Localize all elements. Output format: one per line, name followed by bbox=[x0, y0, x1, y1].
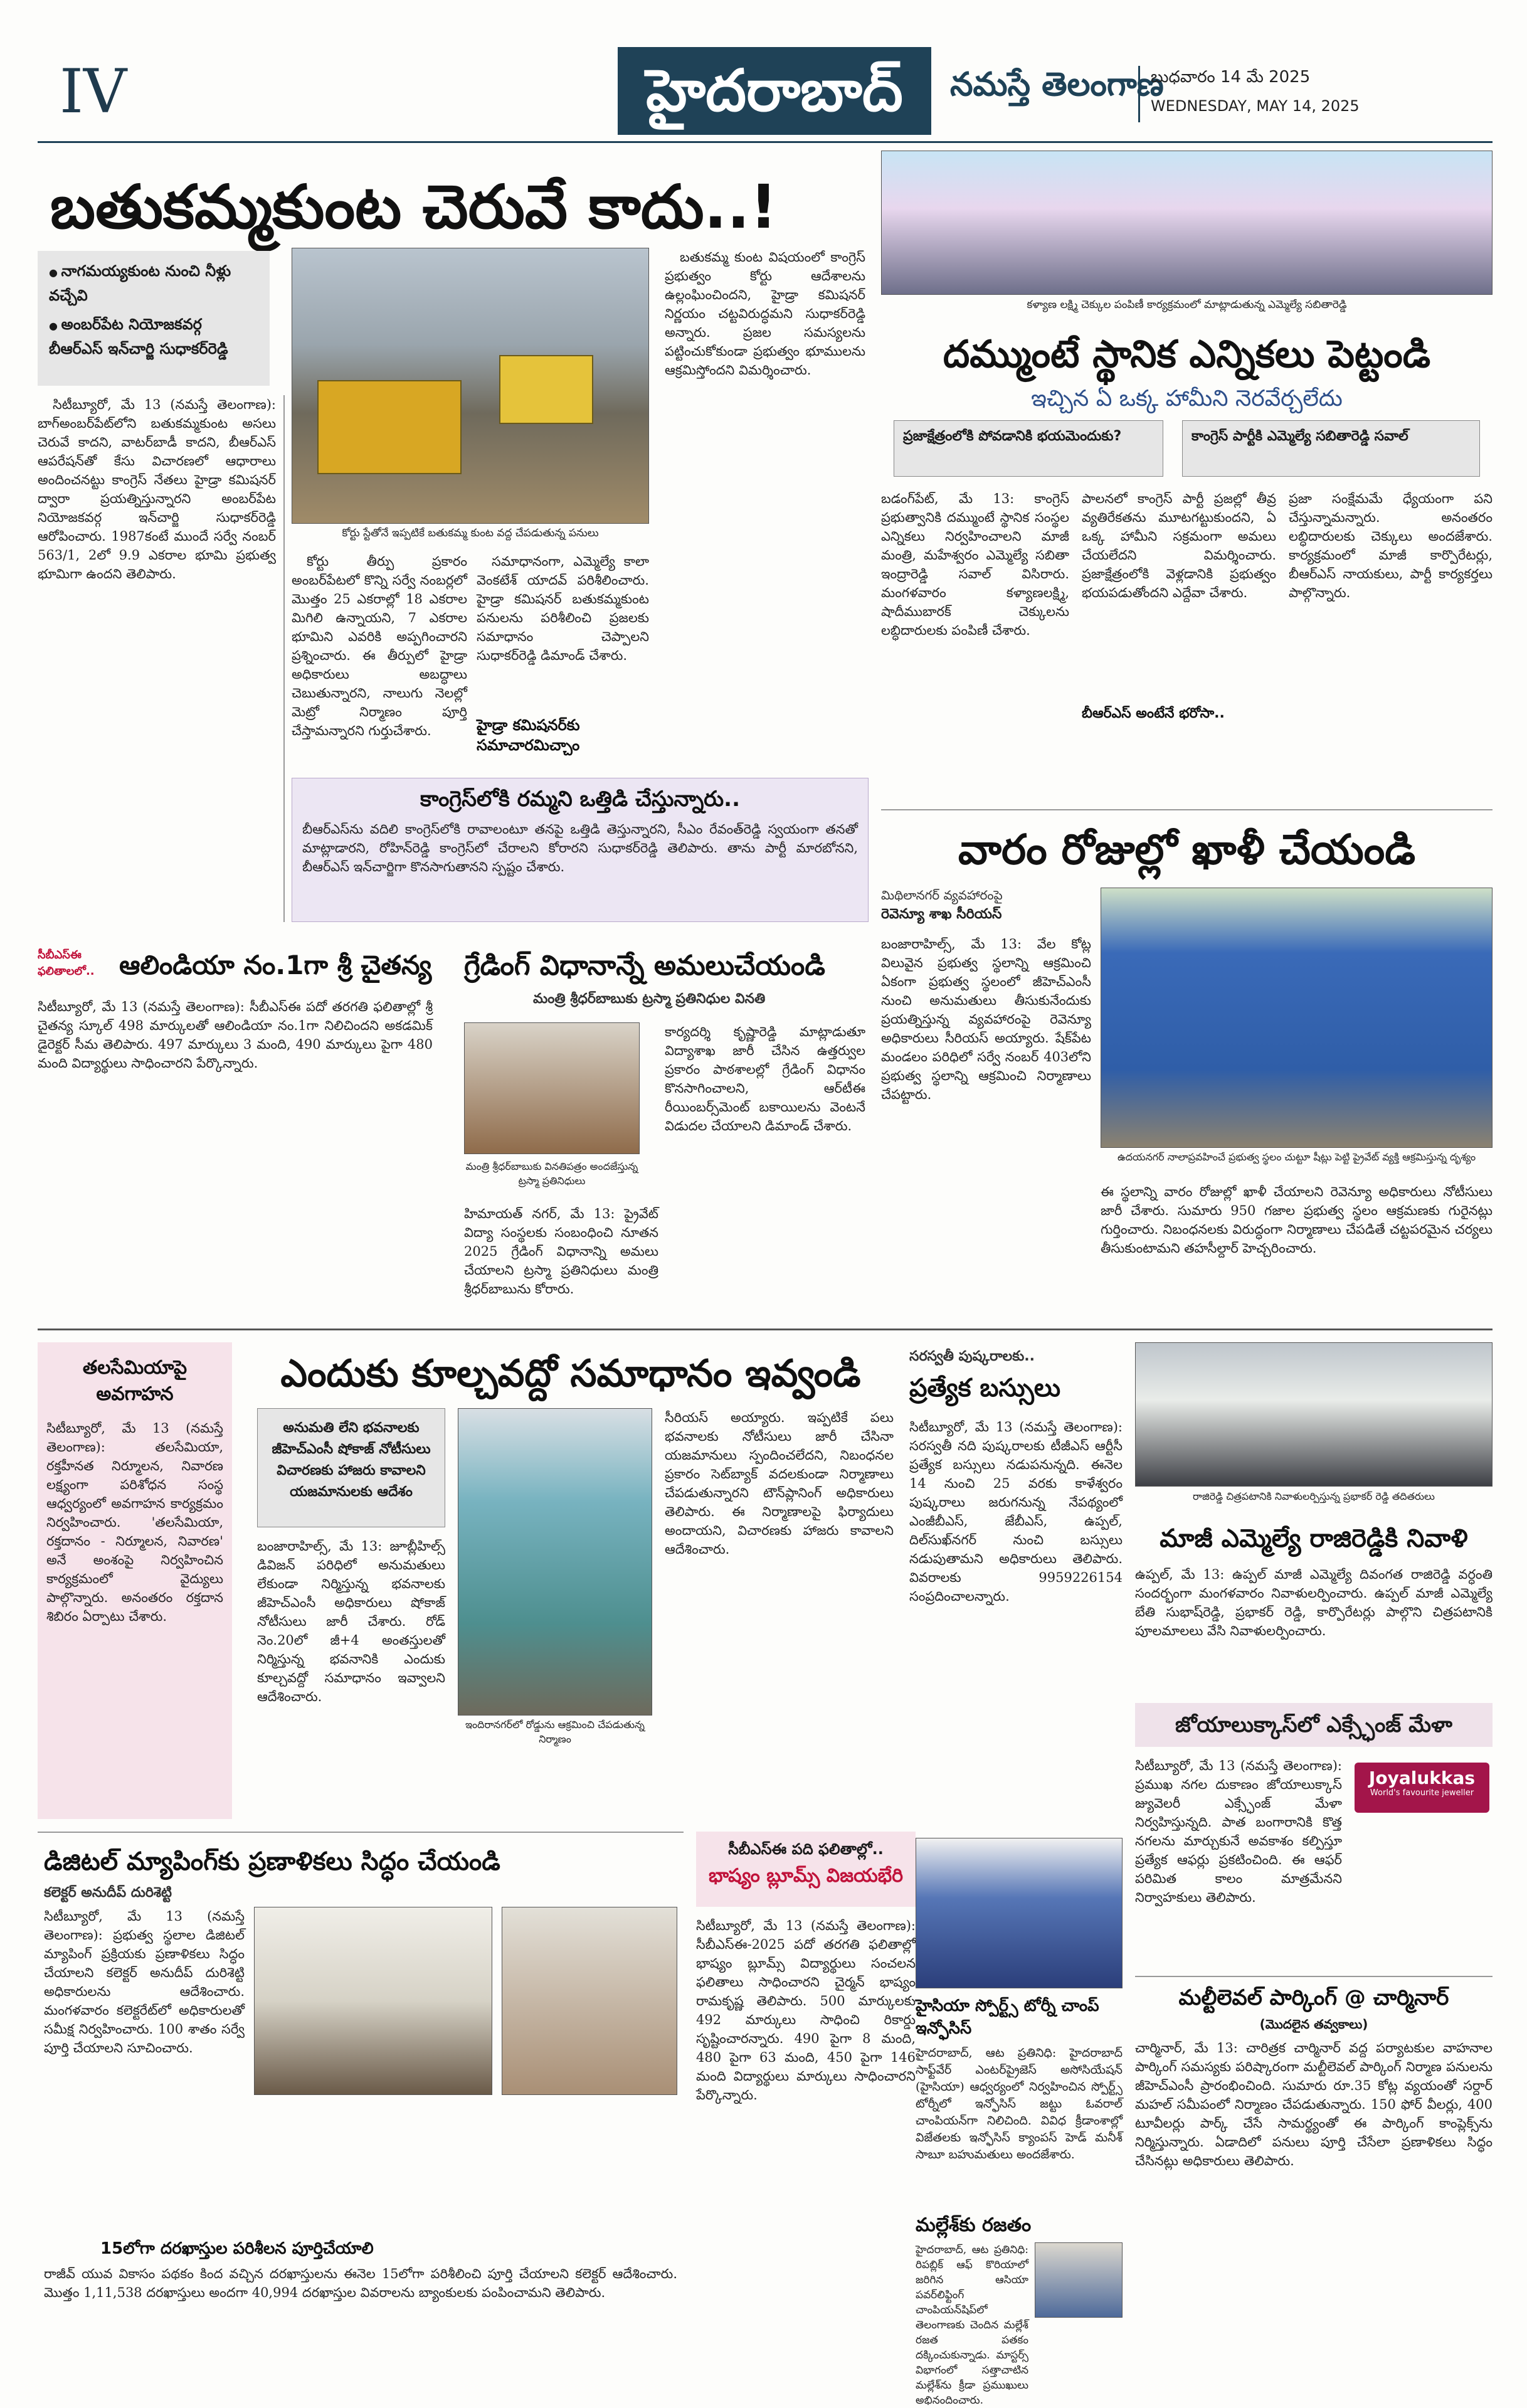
parking-rule bbox=[1135, 1976, 1493, 1977]
rajireddy-headline: మాజీ ఎమ్మెల్యే రాజిరెడ్డికి నివాళి bbox=[1160, 1524, 1468, 1553]
digital-photo bbox=[254, 1907, 492, 2095]
demolish-box-text: అనుమతి లేని భవనాలకు జీహెచ్‌ఎంసీ షోకాజ్ నోటీసులు విచారణకు హాజరు కావాలని యజమానులకు ఆదేశం bbox=[272, 1420, 431, 1500]
joyalukkas-tagline: World's favourite jeweller bbox=[1370, 1788, 1474, 1798]
paper-name: నమస్తే తెలంగాణ bbox=[950, 66, 1164, 103]
section-divider bbox=[38, 1329, 1493, 1330]
joyalukkas-banner bbox=[1135, 1703, 1493, 1747]
lead-col-2-text: కోర్టు తీర్పు ప్రకారం అంబర్‌పేటలో కొన్ని సర్వే నంబర్లలో మొత్తం 25 ఎకరాల్లో 18 ఎకరాల మిగిలి ఉన్నాయని, 7 ఎకరాల భూమిని ఎవరికి అప్పగించారని ప్రశ్నించారు. ఈ తీర్పులో హైడ్రా అధికారులు అబద్ధాలు చెబుతున్నారని, నాలుగు నెలల్లో మెట్రో నిర్మాణం పూర్తి చేస్తామన్నారని గుర్తుచేశారు. bbox=[292, 554, 467, 738]
vacate-story bbox=[881, 809, 1493, 1311]
sabitha-col-2: పాలనలో కాంగ్రెస్ పార్టీ ప్రజల్లో తీవ్ర వ్యతిరేకతను మూటగట్టుకుందని, ఏ ఒక్క హామీని సక్రమంగా అమలు చేయలేదని విమర్శించారు. ప్రజాక్షేత్రంలోకి వెళ్లడానికి ప్రభుత్వం భయపడుతోందని ఎద్దేవా చేశారు. bbox=[1082, 491, 1276, 600]
sabitha-sub: ఇచ్చిన ఏ ఒక్క హామీని నెరవేర్చలేదు bbox=[1031, 386, 1343, 411]
grading-text-1: హిమాయత్ నగర్, మే 13: ప్రైవేట్ విద్యా సంస్థలకు సంబంధించి నూతన 2025 గ్రేడింగ్ విధానాన్ని అమలు చేయాలని ట్రస్మా ప్రతినిధులు మంత్రి శ్రీధర్‌బాబును కోరారు. bbox=[464, 1206, 658, 1297]
vacate-headline: వారం రోజుల్లో ఖాళీ చేయండి bbox=[958, 825, 1416, 874]
page-number: IV bbox=[60, 56, 127, 127]
digital-headline: డిజిటల్ మ్యాపింగ్‌కు ప్రణాళికలు సిద్ధం చేయండి bbox=[44, 1847, 500, 1876]
rajireddy-photo-caption: రాజిరెడ్డి చిత్రపటానికి నివాళులర్పిస్తున్న ప్రభాకర్ రెడ్డి తదితరులు bbox=[1193, 1490, 1435, 1502]
lead-headline: బతుకమ్మకుంట చెరువే కాదు..! bbox=[50, 172, 778, 242]
congress-box-title: కాంగ్రెస్‌లోకి రమ్మని ఒత్తిడి చేస్తున్నారు.. bbox=[420, 787, 741, 812]
bhashyam-kicker: సీబీఎస్‌ఈ పది ఫలితాల్లో.. bbox=[728, 1840, 884, 1858]
digital-subhead: 15లోగా దరఖాస్తుల పరిశీలన పూర్తిచేయాలి bbox=[100, 2239, 374, 2258]
thalassemia-text: సిటీబ్యూరో, మే 13 (నమస్తే తెలంగాణ): తలసేమియా, రక్తహీనత నిర్మూలన, నివారణ లక్ష్యంగా పరిశోధన సంస్థ ఆధ్వర్యంలో అవగాహన కార్యక్రమం నిర్వహించారు. 'తలసేమియా, రక్తదానం - నిర్మూలన, నివారణ' అనే అంశంపై నిర్వహించిన కార్యక్రమంలో వైద్యులు పాల్గొన్నారు. అనంతరం రక్తదాన శిబిరం ఏర్పాటు చేశారు. bbox=[46, 1421, 223, 1624]
grading-photo bbox=[464, 1022, 640, 1154]
lead-bullets bbox=[38, 251, 270, 386]
grading-sub: మంత్రి శ్రీధర్‌బాబుకు ట్రస్మా ప్రతినిధుల వినతి bbox=[533, 991, 766, 1007]
date-en: WEDNESDAY, MAY 14, 2025 bbox=[1151, 97, 1360, 115]
digital-story bbox=[38, 1832, 684, 2321]
parking-text: చార్మినార్, మే 13: చారిత్రక చార్మినార్ వద్ద పర్యాటకుల వాహనాల పార్కింగ్ సమస్యకు పరిష్కారంగా మల్టీలెవల్ పార్కింగ్ నిర్మాణ పనులను జీహెచ్‌ఎంసీ ప్రారంభించింది. సుమారు రూ.35 కోట్ల వ్యయంతో సర్దార్ మహల్ సమీపంలో నిర్మాణం చేపడుతున్నారు. 150 ఫోర్ వీలర్లు, 400 టూవీలర్లు పార్క్ చేసే సామర్థ్యంతో ఈ పార్కింగ్ కాంప్లెక్స్‌ను నిర్మిస్తున్నారు. ఏడాదిలో పనులు పూర్తి చేసేలా ప్రణాళికలు సిద్ధం చేసినట్లు అధికారులు తెలిపారు. bbox=[1135, 2040, 1493, 2168]
demolish-photo bbox=[458, 1408, 652, 1716]
buses-story bbox=[909, 1342, 1123, 1819]
digital-sub: కలెక్టర్ అనుదీప్ దురిశెట్టి bbox=[44, 1885, 172, 1901]
lead-col-2 bbox=[292, 552, 467, 759]
lead-bullet-2: ● అంబర్‌పేట నియోజకవర్గ బీఆర్‌ఎస్ ఇన్‌చార్జి సుధాకర్‌రెడ్డి bbox=[49, 313, 258, 360]
lead-col-4 bbox=[665, 248, 865, 762]
congress-box-text: బీఆర్‌ఎస్‌ను వదిలి కాంగ్రెస్‌లోకి రావాలంటూ తనపై ఒత్తిడి తెస్తున్నారని, సీఎం రేవంత్‌రెడ్డి స్వయంగా తనతో మాట్లాడారని, రోహిన్‌రెడ్డి కాంగ్రెస్‌లో చేరాలని కోరారని సుధాకర్‌రెడ్డి తెలిపారు. తాను పార్టీ మారబోనని, బీఆర్‌ఎస్ ఇన్‌చార్జిగా కొనసాగుతానని స్పష్టం చేశారు. bbox=[302, 822, 858, 874]
lead-divider-1 bbox=[283, 395, 285, 922]
parking-story bbox=[1135, 1976, 1493, 2321]
vacate-byline: రెవెన్యూ శాఖ సీరియస్ bbox=[881, 906, 1002, 922]
joyalukkas-logo-text: Joyalukkas bbox=[1368, 1768, 1476, 1788]
digital-rule bbox=[38, 1832, 684, 1833]
vacate-col-1: బంజారాహిల్స్, మే 13: వేల కోట్ల విలువైన ప్రభుత్వ స్థలాన్ని ఆక్రమించి ఏకంగా ప్రభుత్వ స్థలంలో జీహెచ్‌ఎంసీ నుంచి అనుమతులు తీసుకునేందుకు ప్రయత్నిస్తున్న వ్యవహారంపై రెవెన్యూ అధికారులు సీరియస్ అయ్యారు. షేక్‌పేట మండలం పరిధిలో సర్వే నంబర్ 403లోని ప్రభుత్వ స్థలాన్ని ఆక్రమించి నిర్మాణాలు చేపట్టారు. bbox=[881, 936, 1091, 1102]
sabitha-photo bbox=[881, 151, 1493, 295]
lead-bullet-1: ● నాగమయ్యకుంట నుంచి నీళ్లు వచ్చేవి bbox=[49, 260, 258, 307]
hydra-subhead: హైడ్రా కమిషనర్‌కు సమాచారమిచ్చాం bbox=[477, 716, 580, 754]
sabitha-col-1: బడంగ్‌పేట్, మే 13: కాంగ్రెస్ ప్రభుత్వానికి దమ్ముంటే స్థానిక సంస్థల ఎన్నికలు నిర్వహించాలని మాజీ మంత్రి, మహేశ్వరం ఎమ్మెల్యే సబితా ఇంద్రారెడ్డి సవాల్ విసిరారు. మంగళవారం కళ్యాణలక్ష్మి, షాదీముబారక్ చెక్కులను లబ్ధిదారులకు పంపిణీ చేశారు. bbox=[881, 491, 1069, 638]
chaitanya-tag: సీబీఎస్ఈ ఫలితాలలో.. bbox=[38, 948, 95, 978]
joyalukkas-story bbox=[1135, 1703, 1493, 1966]
thalassemia-headline: తలసేమియాపై అవగాహన bbox=[82, 1357, 188, 1405]
grading-text-2: కార్యదర్శి కృష్ణారెడ్డి మాట్లాడుతూ విద్యాశాఖ జారీ చేసిన ఉత్తర్వుల ప్రకారం పాఠశాలల్లో గ్రేడింగ్ విధానం కొనసాగించాలని, ఆర్‌టీఈ రీయింబర్స్‌మెంట్ బకాయిలను వెంటనే విడుదల చేయాలని డిమాండ్ చేశారు. bbox=[665, 1024, 865, 1133]
sabitha-box-2-text: కాంగ్రెస్ పార్టీకి ఎమ్మెల్యే సబితారెడ్డి సవాల్ bbox=[1191, 428, 1408, 444]
bhashyam-head-box bbox=[696, 1832, 916, 1907]
bhashyam-text: సిటీబ్యూరో, మే 13 (నమస్తే తెలంగాణ): సీబీఎస్‌ఈ-2025 పదో తరగతి ఫలితాల్లో భాష్యం బ్లూమ్స్ విద్యార్థులు సంచలన ఫలితాలు సాధించారని చైర్మన్ భాష్యం రామకృష్ణ తెలిపారు. 500 మార్కులకు 492 మార్కులు సాధించి రికార్డు సృష్టించారన్నారు. 490 పైగా 8 మంది, 480 పైగా 63 మంది, 450 పైగా 146 మంది విద్యార్థులు మార్కులు సాధించారని పేర్కొన్నారు. bbox=[696, 1918, 916, 2103]
chaitanya-headline: ఆలిండియా నం.1గా శ్రీ చైతన్య bbox=[119, 950, 432, 980]
digital-text-2: రాజీవ్ యువ వికాసం పథకం కింద వచ్చిన దరఖాస్తులను ఈనెల 15లోగా పరిశీలించి పూర్తి చేయాలని కలెక్టర్ ఆదేశించారు. మొత్తం 1,11,538 దరఖాస్తులు అందగా 40,994 దరఖాస్తుల వివరాలను బ్యాంకులకు పంపించామని తెలిపారు. bbox=[44, 2266, 677, 2300]
vacate-kicker: మిథిలానగర్ వ్యవహారంపై bbox=[881, 888, 1003, 903]
infosys-story bbox=[916, 1832, 1123, 2407]
city-title: హైదరాబాద్ bbox=[646, 57, 903, 124]
masthead-divider bbox=[1138, 66, 1140, 122]
mallesh-text: హైదరాబాద్, ఆట ప్రతినిధి: రిపబ్లిక్ ఆఫ్ కొరియాలో జరిగిన ఆసియా పవర్‌లిఫ్టింగ్ చాంపియన్‌షిప్‌లో తెలంగాణకు చెందిన మల్లేశ్ రజత పతకం దక్కించుకున్నాడు. మాస్టర్స్ విభాగంలో సత్తాచాటిన మల్లేశ్‌ను క్రీడా ప్రముఖులు అభినందించారు. bbox=[916, 2244, 1028, 2407]
truck-illustration bbox=[317, 380, 462, 474]
infosys-photo bbox=[916, 1838, 1123, 1988]
sabitha-col-3: ప్రజా సంక్షేమమే ధ్యేయంగా పని చేస్తున్నామన్నారు. అనంతరం లబ్ధిదారులకు చెక్కులు అందజేశారు. కార్యక్రమంలో మాజీ కార్పొరేటర్లు, బీఆర్‌ఎస్ నాయకులు, పార్టీ కార్యకర్తలు పాల్గొన్నారు. bbox=[1289, 491, 1493, 600]
lead-story bbox=[38, 151, 869, 928]
masthead bbox=[0, 0, 1527, 144]
demolish-photo-caption: ఇందిరానగర్‌లో రోడ్డును ఆక్రమించి చేపడుతున్న నిర్మాణం bbox=[465, 1719, 645, 1745]
rajireddy-photo bbox=[1135, 1342, 1493, 1487]
vacate-rule bbox=[881, 809, 1493, 810]
buses-text: సిటీబ్యూరో, మే 13 (నమస్తే తెలంగాణ): సరస్వతీ నది పుష్కరాలకు టీజీఎస్ ఆర్టీసీ ప్రత్యేక బస్సులు నడుపనున్నది. ఈనెల 14 నుంచి 25 వరకు కాళేశ్వరం పుష్కరాలు జరుగనున్న నేపథ్యంలో ఎంజీబీఎస్, జేబీఎస్, ఉప్పల్, దిల్‌సుఖ్‌నగర్ నుంచి బస్సులు నడుపుతామని అధికారులు తెలిపారు. వివరాలకు 9959226154 సంప్రదించాలన్నారు. bbox=[909, 1419, 1123, 1604]
rajireddy-text: ఉప్పల్, మే 13: ఉప్పల్ మాజీ ఎమ్మెల్యే దివంగత రాజిరెడ్డి వర్ధంతి సందర్భంగా మంగళవారం నివాళులర్పించారు. ఉప్పల్ మాజీ ఎమ్మెల్యే బేతి సుభాష్‌రెడ్డి, ప్రభాకర్ రెడ్డి, కార్పొరేటర్లు పాల్గొని చిత్రపటానికి పూలమాలలు వేసి నివాళులర్పించారు. bbox=[1135, 1567, 1493, 1638]
lead-photo bbox=[292, 248, 649, 524]
sabitha-headline: దమ్ముంటే స్థానిక ఎన్నికలు పెట్టండి bbox=[943, 332, 1431, 376]
parking-headline: మల్టీలెవల్ పార్కింగ్ @ చార్మినార్ bbox=[1178, 1985, 1449, 2010]
demolish-headline: ఎందుకు కూల్చవద్దో సమాధానం ఇవ్వండి bbox=[280, 1352, 861, 1396]
sabitha-photo-caption: కళ్యాణ లక్ష్మి చెక్కుల పంపిణీ కార్యక్రమంలో మాట్లాడుతున్న ఎమ్మెల్యే సబితారెడ్డి bbox=[1027, 299, 1347, 311]
grading-story bbox=[452, 947, 869, 1311]
joyalukkas-logo bbox=[1355, 1763, 1489, 1813]
thalassemia-story bbox=[38, 1342, 232, 1819]
parking-sub: (మొదలైన తవ్వకాలు) bbox=[1259, 2017, 1368, 2032]
mallesh-photo bbox=[1035, 2242, 1123, 2318]
buses-kicker: సరస్వతీ పుష్కరాలకు.. bbox=[909, 1349, 1035, 1364]
date-te: బుధవారం 14 మే 2025 bbox=[1151, 68, 1311, 87]
vacate-col-2: ఈ స్థలాన్ని వారం రోజుల్లో ఖాళీ చేయాలని రెవెన్యూ అధికారులు నోటీసులు జారీ చేశారు. సుమారు 950 గజాల ప్రభుత్వ స్థలం ఆక్రమణకు గురైనట్లు గుర్తించారు. నిబంధనలకు విరుద్ధంగా నిర్మాణాలు చేపడితే చట్టపరమైన చర్యలు తీసుకుంటామని తహసీల్దార్ హెచ్చరించారు. bbox=[1101, 1184, 1493, 1256]
demolish-col-1: బంజారాహిల్స్, మే 13: జూబ్లీహిల్స్ డివిజన్ పరిధిలో అనుమతులు లేకుండా నిర్మిస్తున్న భవనాలకు జీహెచ్‌ఎంసీ అధికారులు షోకాజ్ నోటీసులు జారీ చేశారు. రోడ్ నెం.20లో జీ+4 అంతస్తులతో నిర్మిస్తున్న భవనానికి ఎందుకు కూల్చవద్దో సమాధానం ఇవ్వాలని ఆదేశించారు. bbox=[257, 1539, 445, 1704]
congress-box bbox=[292, 778, 869, 922]
demolish-box bbox=[257, 1408, 445, 1527]
bhashyam-story bbox=[696, 1832, 916, 2321]
lead-col-4-text: బతుకమ్మ కుంట విషయంలో కాంగ్రెస్ ప్రభుత్వం కోర్టు ఆదేశాలను ఉల్లంఘించిందని, హైడ్రా కమిషనర్ నిర్ణయం చట్టవిరుద్ధమని సుధాకర్‌రెడ్డి అన్నారు. ప్రజల సమస్యలను పట్టించుకోకుండా ప్రభుత్వం భూములను ఆక్రమిస్తోందని విమర్శించారు. bbox=[665, 250, 865, 378]
joyalukkas-headline: జోయాలుక్కాస్‌లో ఎక్స్ఛేంజ్ మేళా bbox=[1175, 1712, 1452, 1737]
excavator-illustration bbox=[499, 355, 593, 424]
chaitanya-story bbox=[38, 947, 439, 1311]
chaitanya-text: సిటీబ్యూరో, మే 13 (నమస్తే తెలంగాణ): సీబీఎస్‌ఈ పదో తరగతి ఫలితాల్లో శ్రీ చైతన్య స్కూల్ 498 మార్కులతో ఆలిండియా నం.1గా నిలిచిందని అకడమిక్ డైరెక్టర్ సీమ తెలిపారు. 497 మార్కులు 3 మంది, 490 మార్కులు పైగా 480 మంది విద్యార్థులు సాధించారని పేర్కొన్నారు. bbox=[38, 999, 433, 1071]
buses-headline: ప్రత్యేక బస్సులు bbox=[909, 1374, 1061, 1403]
bhashyam-headline: భాష్యం బ్లూమ్స్ విజయభేరి bbox=[708, 1865, 904, 1887]
lead-col-1-text: సిటీబ్యూరో, మే 13 (నమస్తే తెలంగాణ): బాగ్‌అంబర్‌పేట్‌లోని బతుకమ్మకుంట అసలు చెరువే కాదని, వాటర్‌బాడీ కాదని, బీఆర్‌ఎస్ ఆపరేషన్‌తో కేసు విచారణలో ఆధారాలు అందించనట్టు కాంగ్రెస్ నేతలు హైడ్రా కమిషనర్ ద్వారా ప్రయత్నిస్తున్నారని అంబర్‌పేట నియోజకవర్గ ఇన్‌చార్జి సుధాకర్‌రెడ్డి ఆరోపించారు. 1987కంటే ముందే సర్వే నంబర్ 563/1, 2లో 9.9 ఎకరాల భూమి ప్రభుత్వ భూమిగా ఉందని తెలిపారు. bbox=[38, 397, 276, 581]
joyalukkas-text: సిటీబ్యూరో, మే 13 (నమస్తే తెలంగాణ): ప్రముఖ నగల దుకాణం జోయాలుక్కాస్ జ్యువెలరీ ఎక్స్ఛేంజ్ మేళా నిర్వహిస్తున్నది. పాత బంగారానికి కొత్త నగలను మార్చుకునే అవకాశం కల్పిస్తూ ప్రత్యేక ఆఫర్లు ప్రకటించింది. ఈ ఆఫర్ పరిమిత కాలం మాత్రమేనని నిర్వాహకులు తెలిపారు. bbox=[1135, 1758, 1342, 1905]
grading-headline: గ్రేడింగ్ విధానాన్నే అమలుచేయండి bbox=[464, 950, 825, 982]
lead-col-3 bbox=[477, 552, 649, 703]
collector-photo bbox=[502, 1907, 677, 2095]
sabitha-box-1 bbox=[894, 420, 1163, 477]
grading-photo-caption: మంత్రి శ్రీధర్‌బాబుకు వినతిపత్రం అందజేస్తున్న ట్రస్మా ప్రతినిధులు bbox=[465, 1160, 638, 1187]
lead-col-1 bbox=[38, 395, 276, 928]
sabitha-box-1-text: ప్రజాక్షేత్రంలోకి పోవడానికి భయమెందుకు? bbox=[903, 428, 1122, 444]
lead-col-3-text: సమాధానంగా, ఎమ్మెల్యే కాలా వెంకటేశ్ యాదవ్ పరిశీలించారు. హైడ్రా కమిషనర్ బతుకమ్మకుంట పనులను పరిశీలించి ప్రజలకు సమాధానం చెప్పాలని సుధాకర్‌రెడ్డి డిమాండ్ చేశారు. bbox=[477, 554, 649, 663]
sabitha-story bbox=[881, 151, 1493, 797]
mallesh-headline: మల్లేశ్‌కు రజతం bbox=[916, 2214, 1032, 2236]
vacate-photo bbox=[1101, 888, 1493, 1148]
masthead-rule bbox=[38, 141, 1493, 143]
lead-photo-caption: కోర్టు స్టేతోనే ఇప్పటికే బతుకమ్మ కుంట వద్ద చేపడుతున్న పనులు bbox=[342, 527, 599, 539]
city-banner bbox=[618, 47, 931, 135]
demolish-story bbox=[245, 1342, 897, 1819]
infosys-text: హైదరాబాద్, ఆట ప్రతినిధి: హైదరాబాద్ సాఫ్ట్‌వేర్ ఎంటర్‌ప్రైజెస్ అసోసియేషన్ (హైసియా) ఆధ్వర్యంలో నిర్వహించిన స్పోర్ట్స్ టోర్నీలో ఇన్ఫోసిస్ జట్టు ఓవరాల్ చాంపియన్‌గా నిలిచింది. వివిధ క్రీడాంశాల్లో విజేతలకు ఇన్ఫోసిస్ క్యాంపస్ హెడ్ మనీశ్ సాబూ బహుమతులు అందజేశారు. bbox=[916, 2046, 1123, 2161]
digital-text: సిటీబ్యూరో, మే 13 (నమస్తే తెలంగాణ): ప్రభుత్వ స్థలాల డిజిటల్ మ్యాపింగ్ ప్రక్రియకు ప్రణాళికలు సిద్ధం చేయాలని కలెక్టర్ అనుదీప్ దురిశెట్టి అధికారులను ఆదేశించారు. మంగళవారం కలెక్టరేట్‌లో అధికారులతో సమీక్ష నిర్వహించారు. 100 శాతం సర్వే పూర్తి చేయాలని సూచించారు. bbox=[44, 1909, 245, 2055]
sabitha-box-2 bbox=[1182, 420, 1480, 477]
rajireddy-story bbox=[1135, 1342, 1493, 1694]
infosys-headline: హైసియా స్పోర్ట్స్ టోర్నీ చాంప్ ఇన్ఫోసిస్ bbox=[916, 1997, 1099, 2038]
sabitha-subhead: బీఆర్‌ఎస్ అంటేనే భరోసా.. bbox=[1082, 706, 1225, 721]
vacate-photo-caption: ఉదయనగర్ నాలాప్రవహించే ప్రభుత్వ స్థలం చుట్టూ షీట్లు పెట్టి ప్రైవేట్ వ్యక్తి ఆక్రమిస్తున్న దృశ్యం bbox=[1117, 1151, 1476, 1163]
demolish-col-2: సీరియస్ అయ్యారు. ఇప్పటికే పలు భవనాలకు నోటీసులు జారీ చేసినా యజమానులు స్పందించలేదని, నిబంధనల ప్రకారం సెట్‌బ్యాక్ వదలకుండా నిర్మాణాలు చేపడుతున్నారని టౌన్‌ప్లానింగ్ అధికారులు తెలిపారు. ఈ నిర్మాణాలపై ఫిర్యాదులు అందాయని, విచారణకు హాజరు కావాలని ఆదేశించారు. bbox=[665, 1410, 894, 1557]
